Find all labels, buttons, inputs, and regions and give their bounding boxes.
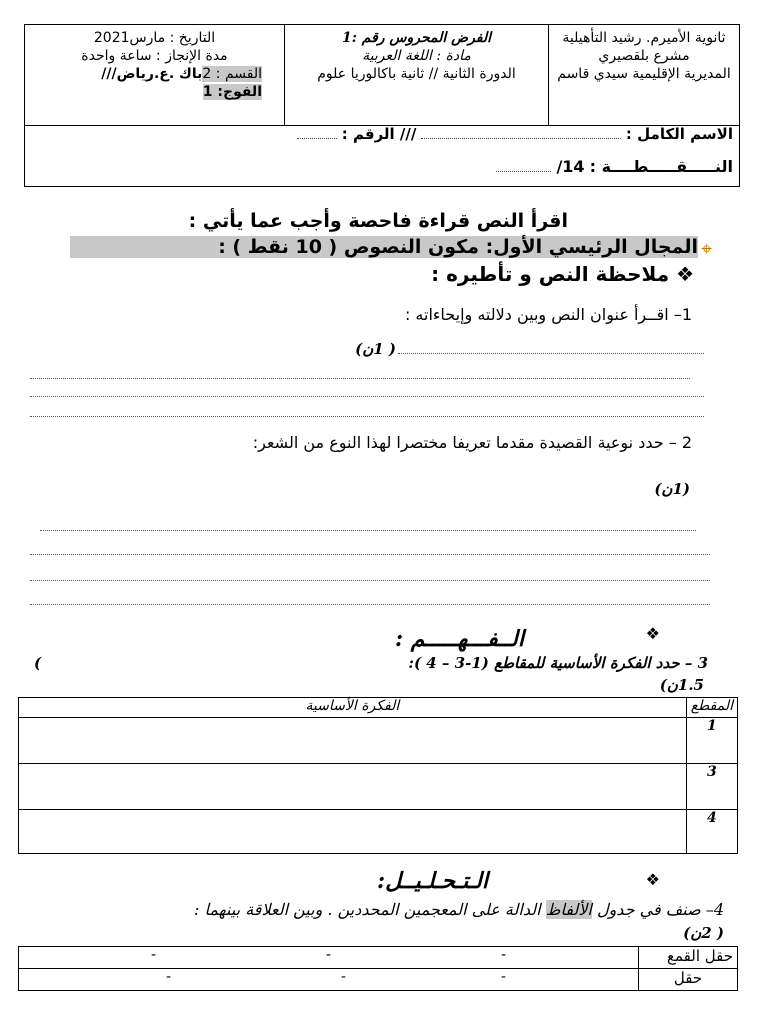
cell-dash: - [340,969,347,985]
name-line [297,125,733,143]
col-idea-header: الفكرة الأساسية [19,698,687,718]
observation-title: ❖ ملاحظة النص و تأطيره : [431,262,694,286]
school-info [549,25,739,125]
answer-line[interactable] [30,378,690,379]
exam-duration: مدة الإنجاز : ساعة واحدة [81,48,228,64]
lexicon-cell[interactable] [19,969,639,991]
exam-session: الدورة الثانية // ثانية باكالوريا علوم [317,66,516,82]
section-value: باك .ع.رياض/// [101,66,203,82]
answer-line[interactable] [398,353,704,354]
question-2: 2 – حدد نوعية القصيدة مقدما تعريفا مختصرا لهذا النوع من الشعر: [252,433,692,452]
question-3: 3 – حدد الفكرة الأساسية للمقاطع (1-3 – 4 ): [408,654,708,672]
cell-dash: - [325,947,332,963]
cell-dash: - [165,969,172,985]
grade-field[interactable] [496,171,551,172]
number-field[interactable] [297,138,337,139]
header-top-row [25,25,739,126]
instructions: اقرأ النص قراءة فاحصة وأجب عما يأتي : [188,210,568,232]
cell-dash: - [500,947,507,963]
question-4-highlight: الألفاظ [545,900,592,919]
comprehension-title: الــفـــهـــــم : [395,626,524,652]
school-directorate: المديرية الإقليمية سيدي قاسم [557,66,731,82]
answer-line[interactable] [30,580,710,581]
diamond-icon: ❖ [645,624,660,643]
exam-subject: مادة : اللغة العربية [362,48,471,64]
question-4-pre: 4– صنف في جدول [591,900,724,919]
lexicon-cell[interactable] [19,947,639,969]
question-4-post: الدالة على المعجمين المحددين . وبين العلاقة بينهما : [194,900,546,919]
row-label: حقل القمع [639,947,738,969]
name-label: الاسم الكامل : [625,125,733,143]
question-3-paren: ) [34,654,42,672]
answer-line[interactable] [40,530,696,531]
analysis-title: الـتـحـلـيــل: [376,868,488,894]
idea-cell[interactable] [19,718,687,764]
answer-line[interactable] [30,604,710,605]
ideas-table [18,697,738,854]
row-label: حقل [639,969,738,991]
cell-dash: - [150,947,157,963]
answer-line[interactable] [30,554,710,555]
name-field[interactable] [421,138,621,139]
question-1-points: ( 1ن) [355,340,396,358]
exam-header [24,24,740,187]
exam-meta [25,25,284,125]
idea-cell[interactable] [19,810,687,854]
question-1: 1– اقــرأ عنوان النص وبين دلالته وإيحاءاته : [404,305,692,324]
exam-title: الفرض المحروس رقم :1 [341,30,492,46]
col-section-header: المقطع [686,698,737,718]
exam-date: التاريخ : مارس2021 [93,30,216,46]
school-project: مشرع بلقصيري [598,48,690,64]
grade-line [496,157,733,176]
exam-info [284,25,549,125]
section-label: القسم : 2 [202,66,262,82]
answer-line[interactable] [30,396,704,397]
domain-title: المجال الرئيسي الأول: مكون النصوص ( 10 نقط ) : [70,236,698,258]
idea-cell[interactable] [19,764,687,810]
number-label: /// الرقم : [341,125,417,143]
diamond-icon: ❖ [645,870,660,889]
question-3-points: 1.5ن) [659,676,704,694]
question-4-points: ( 2ن) [683,924,724,942]
section-number: 3 [686,764,737,810]
bullet-icon: ⌖ [701,238,712,260]
grade-label: النـــــقـــــطــــة : [589,157,733,176]
section-number: 1 [686,718,737,764]
grade-value: 14/ [556,157,585,176]
section-number: 4 [686,810,737,854]
answer-line[interactable] [30,416,704,417]
question-4 [194,900,724,919]
group-label: الفوج: 1 [202,84,262,100]
school-name: ثانوية الأميرم. رشيد التأهيلية [562,30,726,46]
question-2-points: (1ن) [654,480,690,498]
lexicon-table [18,946,738,991]
cell-dash: - [500,969,507,985]
